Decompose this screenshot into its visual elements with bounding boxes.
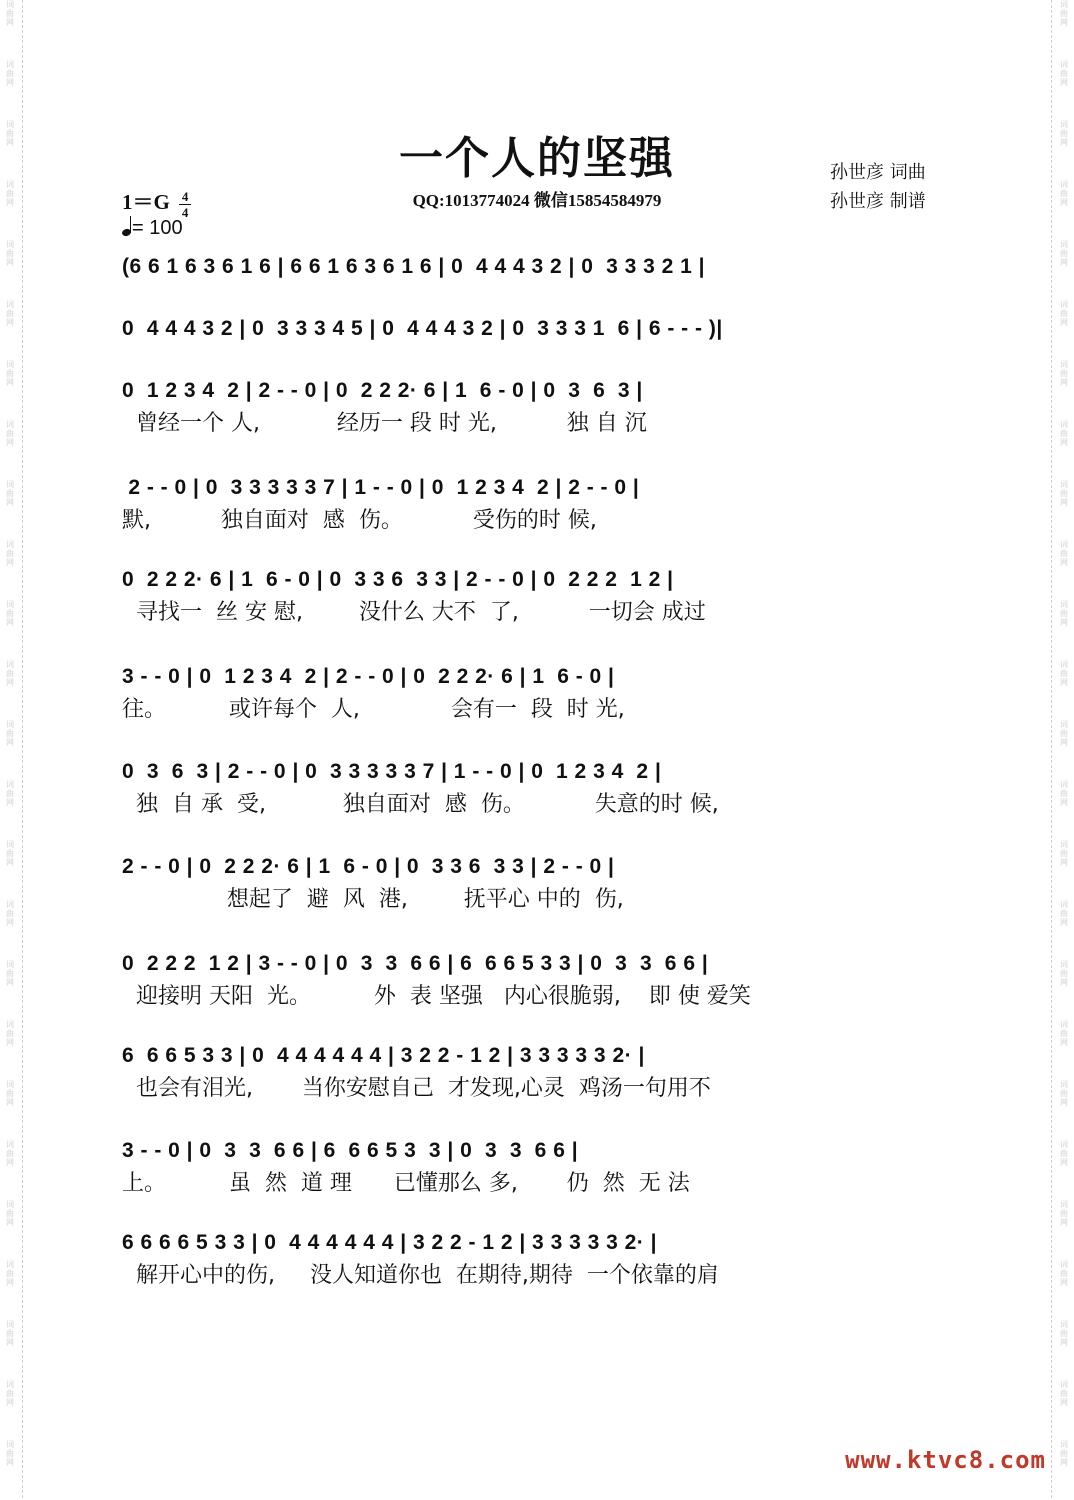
- row-notes: 0 3 6 3 | 2 - - 0 | 0 3 3 3 3 3 7 | 1 - - 0 | 0 1 2 3 4 2 |: [122, 760, 662, 783]
- watermark-text: 词曲网: [6, 1380, 14, 1407]
- song-title: 一个人的坚强: [399, 133, 675, 184]
- row-notes: 0 4 4 4 3 2 | 0 3 3 3 4 5 | 0 4 4 4 3 2 | 0 3 3 3 1 6 | 6 - - - )|: [122, 317, 723, 340]
- watermark-text: 词曲网: [1060, 1140, 1068, 1167]
- row-notes: 3 - - 0 | 0 1 2 3 4 2 | 2 - - 0 | 0 2 2 2· 6 | 1 6 - 0 |: [122, 665, 615, 688]
- watermark-text: 词曲网: [6, 540, 14, 567]
- watermark-text: 词曲网: [6, 660, 14, 687]
- key-signature: [122, 186, 191, 219]
- score-row: [122, 376, 952, 438]
- watermark-text: 词曲网: [1060, 780, 1068, 807]
- row-lyrics: 迎接明 天阳 光。 外 表 坚强 内心很脆弱, 即 使 爱笑: [122, 984, 751, 1009]
- score-row: [122, 757, 952, 819]
- row-lyrics: 曾经一个 人, 经历一 段 时 光, 独 自 沉: [122, 411, 647, 436]
- quarter-note-icon: [122, 216, 132, 236]
- score-row: [122, 852, 952, 914]
- watermark-text: 词曲网: [6, 180, 14, 207]
- watermark-text: 词曲网: [6, 900, 14, 927]
- score-row: [122, 949, 952, 1011]
- credit-score: 孙世彦 制谱: [830, 191, 926, 212]
- watermark-text: 词曲网: [1060, 1020, 1068, 1047]
- time-signature: [179, 190, 191, 219]
- credit-lyrics-music: 孙世彦 词曲: [830, 162, 926, 183]
- watermark-text: 词曲网: [6, 1260, 14, 1287]
- watermark-text: 词曲网: [1060, 840, 1068, 867]
- watermark-text: 词曲网: [6, 840, 14, 867]
- score-row: [122, 565, 952, 627]
- contact-info: QQ:1013774024 微信15854584979: [412, 191, 662, 210]
- watermark-text: 词曲网: [6, 300, 14, 327]
- score-row: [122, 1228, 952, 1290]
- watermark-text: 词曲网: [1060, 1440, 1068, 1467]
- watermark-text: 词曲网: [1060, 600, 1068, 627]
- score-row: [122, 662, 952, 724]
- watermark-text: 词曲网: [1060, 60, 1068, 87]
- score-row: [122, 252, 952, 282]
- tempo-marking: [122, 216, 183, 240]
- score-row: [122, 314, 952, 344]
- watermark-text: 词曲网: [6, 1020, 14, 1047]
- watermark-column-right: [1057, 0, 1071, 1500]
- credits: [830, 158, 926, 216]
- watermark-text: 词曲网: [1060, 960, 1068, 987]
- score-row: [122, 473, 952, 535]
- row-lyrics: 解开心中的伤, 没人知道你也 在期待,期待 一个依靠的肩: [122, 1263, 719, 1288]
- watermark-text: 词曲网: [1060, 900, 1068, 927]
- watermark-text: 词曲网: [1060, 120, 1068, 147]
- row-lyrics: 也会有泪光, 当你安慰自己 才发现,心灵 鸡汤一句用不: [122, 1076, 711, 1101]
- time-bottom: 4: [181, 204, 189, 220]
- time-top: 4: [181, 188, 189, 204]
- row-notes: 3 - - 0 | 0 3 3 6 6 | 6 6 6 5 3 3 | 0 3 3 6 6 |: [122, 1139, 579, 1162]
- watermark-text: 词曲网: [1060, 180, 1068, 207]
- row-notes: 0 1 2 3 4 2 | 2 - - 0 | 0 2 2 2· 6 | 1 6 - 0 | 0 3 6 3 |: [122, 379, 643, 402]
- watermark-text: 词曲网: [6, 120, 14, 147]
- watermark-text: 词曲网: [1060, 0, 1068, 27]
- watermark-text: 词曲网: [6, 240, 14, 267]
- watermark-text: 词曲网: [6, 480, 14, 507]
- tempo-value: = 100: [132, 217, 183, 239]
- watermark-text: 词曲网: [6, 720, 14, 747]
- watermark-text: 词曲网: [6, 1080, 14, 1107]
- watermark-text: 词曲网: [1060, 1260, 1068, 1287]
- watermark-text: 词曲网: [1060, 480, 1068, 507]
- watermark-text: 词曲网: [6, 1140, 14, 1167]
- row-notes: 0 2 2 2· 6 | 1 6 - 0 | 0 3 3 6 3 3 | 2 - - 0 | 0 2 2 2 1 2 |: [122, 568, 674, 591]
- watermark-text: 词曲网: [1060, 1200, 1068, 1227]
- watermark-column-left: [3, 0, 17, 1500]
- row-lyrics: 上。 虽 然 道 理 已懂那么 多, 仍 然 无 法: [122, 1171, 690, 1196]
- watermark-text: 词曲网: [6, 960, 14, 987]
- watermark-text: 词曲网: [6, 1440, 14, 1467]
- row-notes: (6 6 1 6 3 6 1 6 | 6 6 1 6 3 6 1 6 | 0 4 4 4 3 2 | 0 3 3 3 2 1 |: [122, 255, 706, 278]
- score-row: [122, 1041, 952, 1103]
- watermark-text: 词曲网: [6, 420, 14, 447]
- watermark-text: 词曲网: [1060, 240, 1068, 267]
- watermark-text: 词曲网: [6, 360, 14, 387]
- watermark-text: 词曲网: [6, 0, 14, 27]
- row-lyrics: 独 自 承 受, 独自面对 感 伤。 失意的时 候,: [122, 792, 719, 817]
- row-lyrics: 默, 独自面对 感 伤。 受伤的时 候,: [122, 508, 597, 533]
- watermark-text: 词曲网: [1060, 720, 1068, 747]
- watermark-text: 词曲网: [1060, 360, 1068, 387]
- row-lyrics: 想起了 避 风 港, 抚平心 中的 伤,: [122, 887, 624, 912]
- row-notes: 0 2 2 2 1 2 | 3 - - 0 | 0 3 3 6 6 | 6 6 6 5 3 3 | 0 3 3 6 6 |: [122, 952, 709, 975]
- row-notes: 6 6 6 5 3 3 | 0 4 4 4 4 4 4 | 3 2 2 - 1 2 | 3 3 3 3 3 2· |: [122, 1044, 645, 1067]
- watermark-text: 词曲网: [6, 780, 14, 807]
- row-lyrics: 往。 或许每个 人, 会有一 段 时 光,: [122, 697, 625, 722]
- watermark-text: 词曲网: [1060, 420, 1068, 447]
- row-lyrics: 寻找一 丝 安 慰, 没什么 大不 了, 一切会 成过: [122, 600, 706, 625]
- score-row: [122, 1136, 952, 1198]
- watermark-text: 词曲网: [1060, 540, 1068, 567]
- key-label: 1＝G: [122, 190, 170, 214]
- site-logo: www.ktvc8.com: [845, 1446, 1046, 1474]
- watermark-text: 词曲网: [6, 1200, 14, 1227]
- watermark-text: 词曲网: [1060, 300, 1068, 327]
- watermark-text: 词曲网: [1060, 660, 1068, 687]
- row-notes: 2 - - 0 | 0 2 2 2· 6 | 1 6 - 0 | 0 3 3 6 3 3 | 2 - - 0 |: [122, 855, 615, 878]
- watermark-text: 词曲网: [1060, 1080, 1068, 1107]
- watermark-text: 词曲网: [6, 60, 14, 87]
- row-notes: 6 6 6 6 5 3 3 | 0 4 4 4 4 4 4 | 3 2 2 - 1 2 | 3 3 3 3 3 2· |: [122, 1231, 658, 1254]
- row-notes: 2 - - 0 | 0 3 3 3 3 3 7 | 1 - - 0 | 0 1 2 3 4 2 | 2 - - 0 |: [122, 476, 640, 499]
- watermark-text: 词曲网: [1060, 1380, 1068, 1407]
- watermark-text: 词曲网: [6, 600, 14, 627]
- watermark-text: 词曲网: [6, 1320, 14, 1347]
- watermark-text: 词曲网: [1060, 1320, 1068, 1347]
